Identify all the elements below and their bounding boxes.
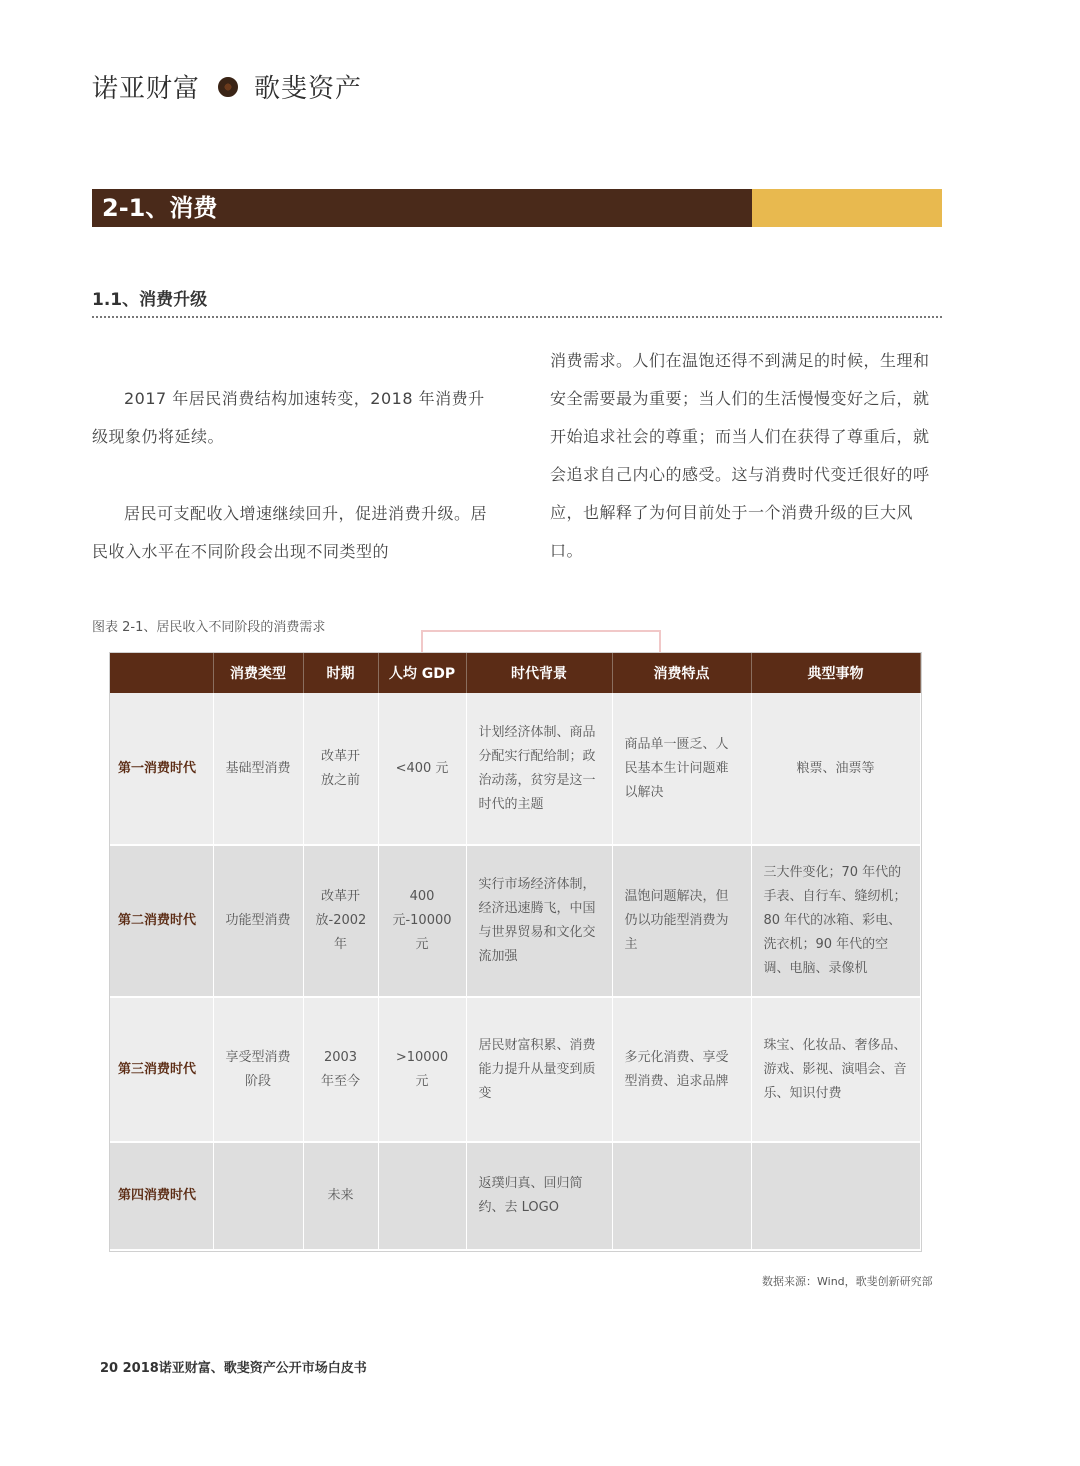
- row-typical: 三大件变化；70 年代的手表、自行车、缝纫机；80 年代的冰箱、彩电、洗衣机；90 年代的空调、电脑、录像机: [751, 845, 920, 997]
- row-era: 第一消费时代: [110, 693, 213, 845]
- section-bar: [92, 189, 942, 227]
- row-gdp: [378, 1142, 466, 1250]
- brand-noah: 诺亚财富: [92, 74, 201, 104]
- row-period: 未来: [303, 1142, 378, 1250]
- header-features: 消费特点: [612, 653, 751, 693]
- decorative-frame: [421, 630, 661, 654]
- paragraph-3: 消费需求。人们在温饱还得不到满足的时候，生理和安全需要最为重要；当人们的生活慢慢变好之后，就开始追求社会的尊重；而当人们在获得了尊重后，就会追求自己内心的感受。这与消费时代变迁很好的呼应，也解释了为何目前处于一个消费升级的巨大风口。: [550, 351, 930, 560]
- row-gdp: 400 元-10000 元: [378, 845, 466, 997]
- row-type: 功能型消费: [213, 845, 303, 997]
- row-period: 2003 年至今: [303, 997, 378, 1142]
- row-features: 多元化消费、享受型消费、追求品牌: [612, 997, 751, 1142]
- data-source: 数据来源：Wind，歌斐创新研究部: [762, 1275, 933, 1288]
- section-title: 2-1、消费: [92, 189, 752, 227]
- paragraph-2: 居民可支配收入增速继续回升，促进消费升级。居民收入水平在不同阶段会出现不同类型的: [92, 504, 488, 561]
- row-background: 实行市场经济体制，经济迅速腾飞，中国与世界贸易和文化交流加强: [466, 845, 612, 997]
- section-bar-accent: [752, 189, 942, 227]
- brand-logo-icon: [218, 77, 238, 97]
- row-typical: 珠宝、化妆品、奢侈品、游戏、影视、演唱会、音乐、知识付费: [751, 997, 920, 1142]
- header-typical: 典型事物: [751, 653, 920, 693]
- row-background: 居民财富积累、消费能力提升从量变到质变: [466, 997, 612, 1142]
- row-gdp: <400 元: [378, 693, 466, 845]
- header-era: [110, 653, 213, 693]
- row-background: 计划经济体制、商品分配实行配给制；政治动荡，贫穷是这一时代的主题: [466, 693, 612, 845]
- row-era: 第二消费时代: [110, 845, 213, 997]
- row-background: 返璞归真、回归简约、去 LOGO: [466, 1142, 612, 1250]
- brand-gopher: 歌斐资产: [254, 74, 363, 104]
- paragraph-1: 2017 年居民消费结构加速转变，2018 年消费升级现象仍将延续。: [92, 389, 485, 446]
- header-period: 时期: [303, 653, 378, 693]
- row-typical: 粮票、油票等: [751, 693, 920, 845]
- header-type: 消费类型: [213, 653, 303, 693]
- table-row: [110, 845, 920, 997]
- row-features: 商品单一匮乏、人民基本生计问题难以解决: [612, 693, 751, 845]
- row-era: 第三消费时代: [110, 997, 213, 1142]
- row-features: 温饱问题解决，但仍以功能型消费为主: [612, 845, 751, 997]
- dotted-divider: [92, 316, 942, 318]
- row-typical: [751, 1142, 920, 1250]
- row-type: 享受型消费阶段: [213, 997, 303, 1142]
- table-row: [110, 1142, 920, 1250]
- header-background: 时代背景: [466, 653, 612, 693]
- row-era: 第四消费时代: [110, 1142, 213, 1250]
- row-type: [213, 1142, 303, 1250]
- row-period: 改革开放-2002 年: [303, 845, 378, 997]
- consumption-table: [110, 653, 921, 1251]
- row-features: [612, 1142, 751, 1250]
- brand-header: [92, 68, 362, 105]
- table-row: [110, 997, 920, 1142]
- row-type: 基础型消费: [213, 693, 303, 845]
- header-gdp: 人均 GDP: [378, 653, 466, 693]
- subsection-title: 1.1、消费升级: [92, 290, 208, 310]
- row-gdp: >10000 元: [378, 997, 466, 1142]
- table-row: [110, 693, 920, 845]
- page-footer: 20 2018诺亚财富、歌斐资产公开市场白皮书: [100, 1361, 367, 1376]
- row-period: 改革开放之前: [303, 693, 378, 845]
- table-header-row: [110, 653, 920, 693]
- table-caption: 图表 2-1、居民收入不同阶段的消费需求: [92, 620, 326, 635]
